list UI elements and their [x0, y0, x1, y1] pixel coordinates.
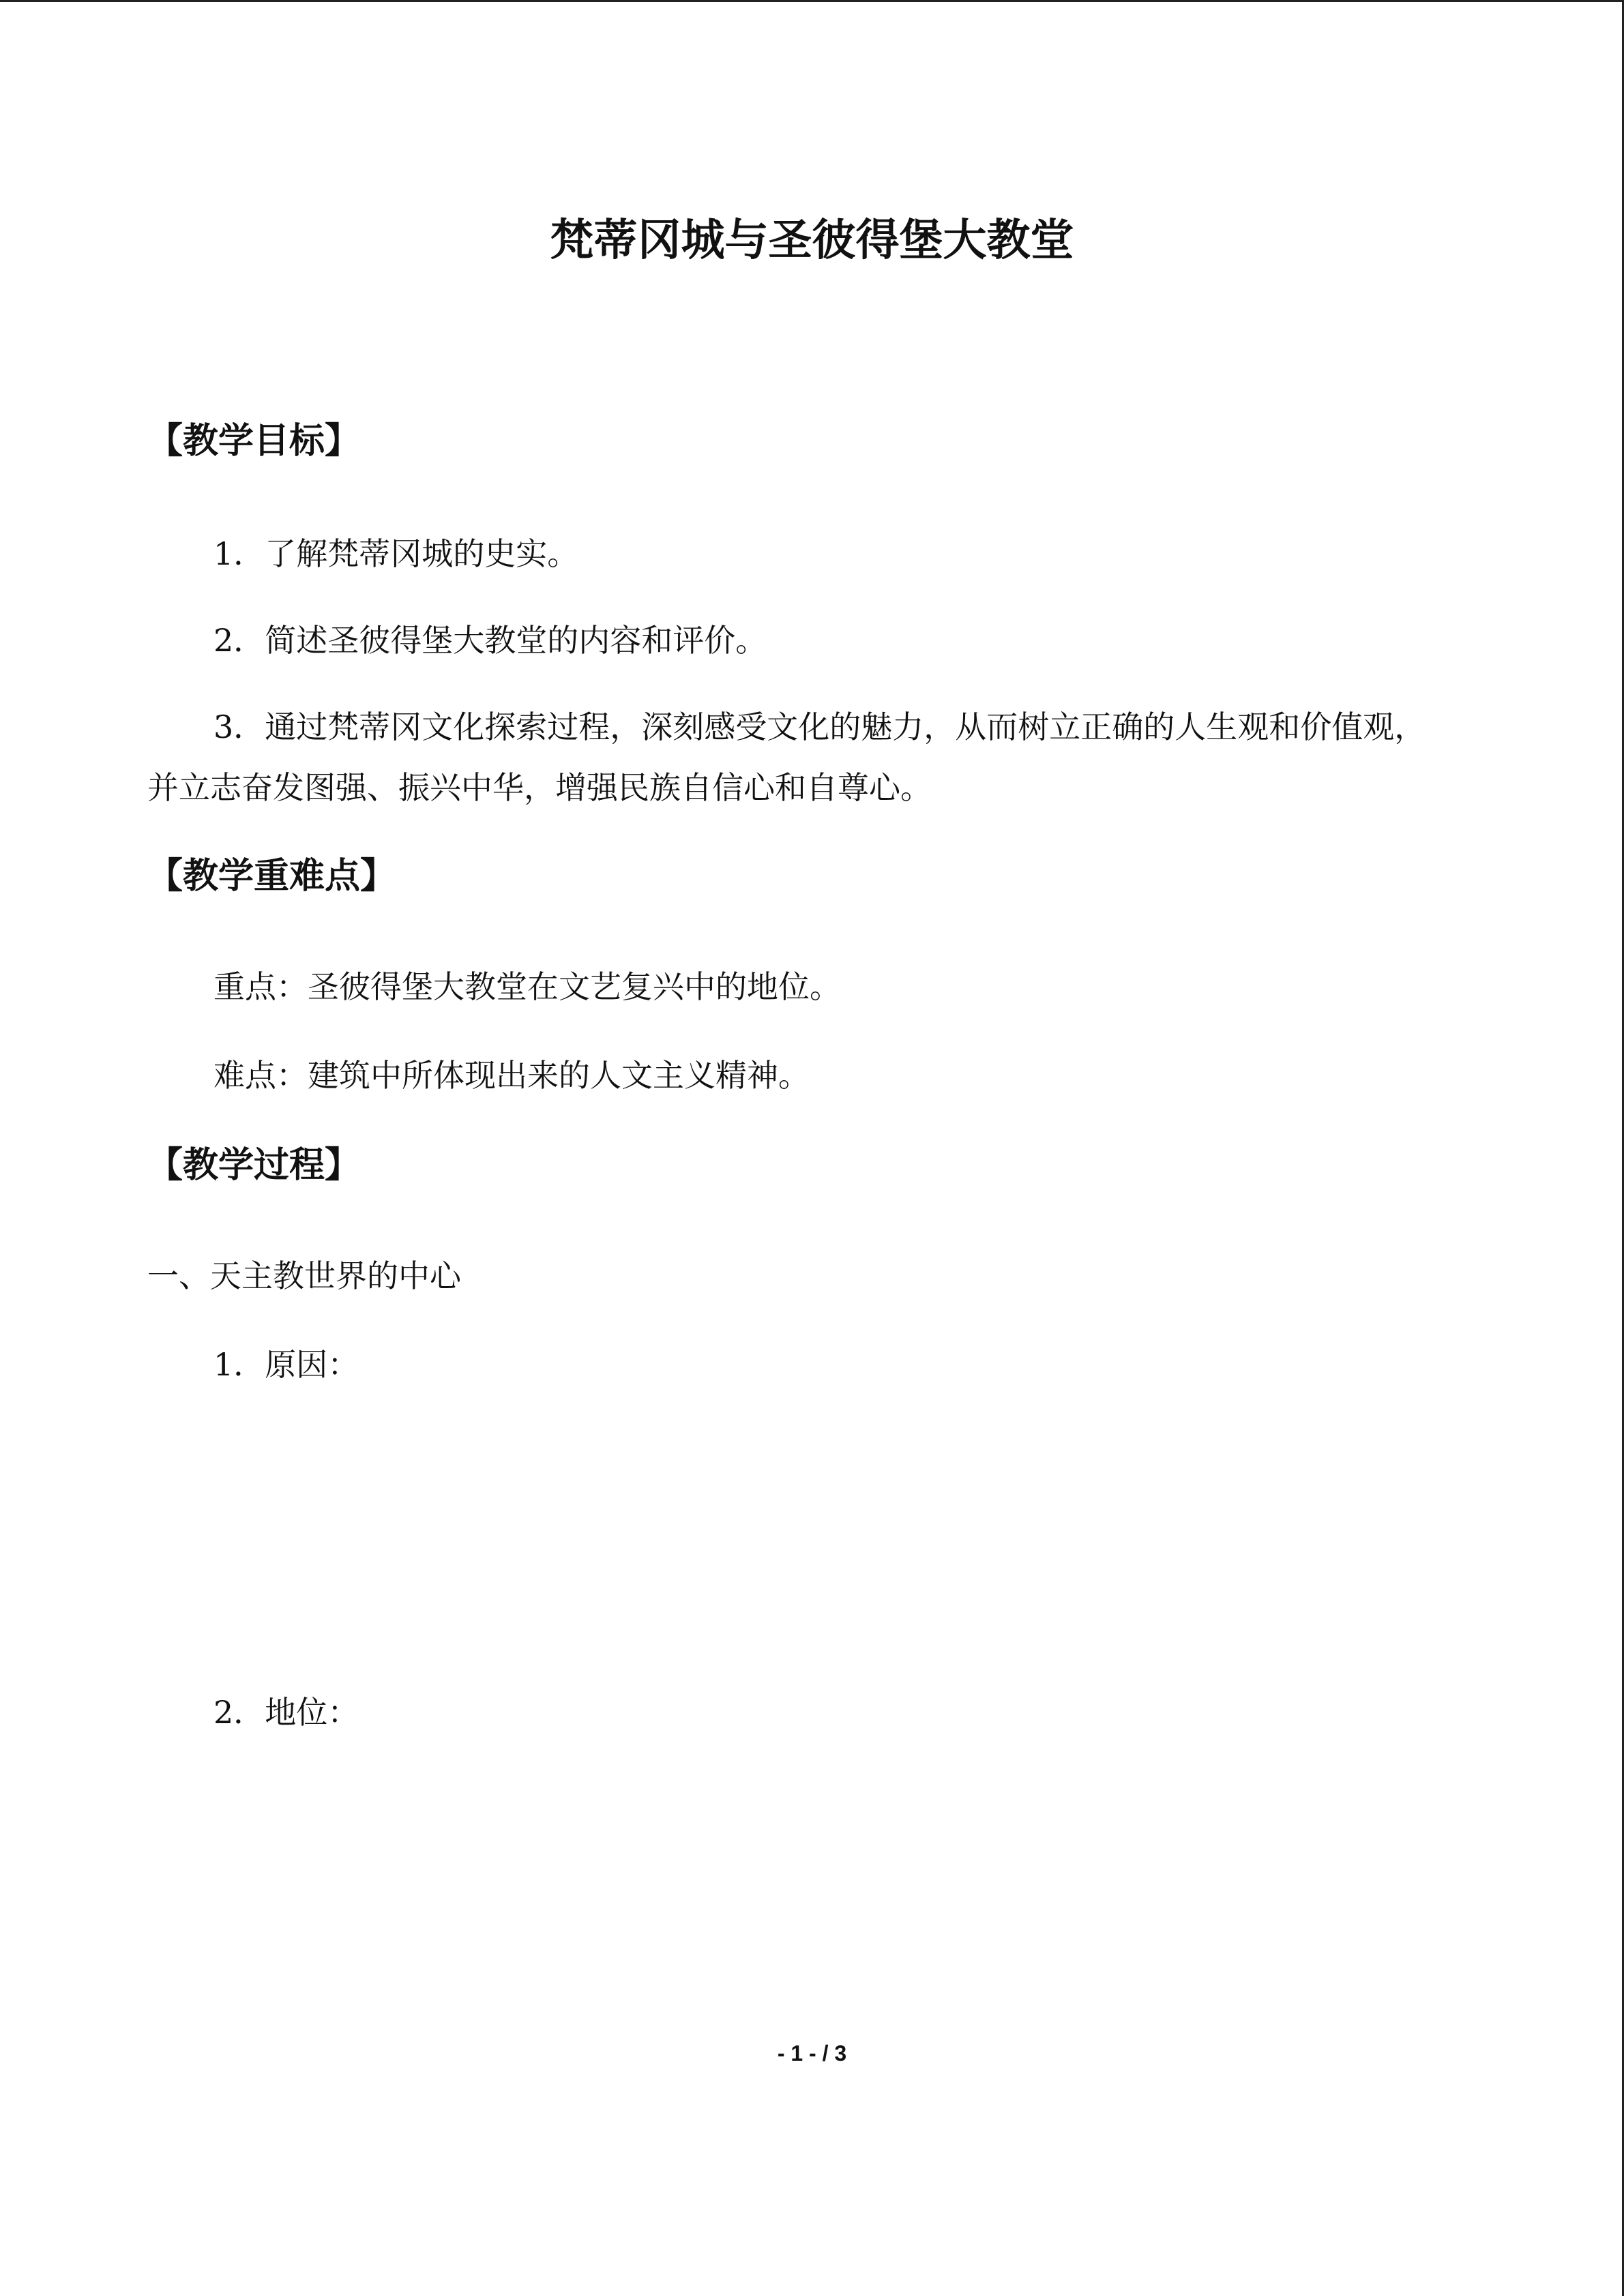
process-item-status: 2．地位：: [213, 1694, 359, 1731]
objectives-heading: 【教学目标】: [147, 421, 361, 462]
objective-item-1: 1．了解梵蒂冈城的史实。: [213, 535, 579, 572]
process-heading: 【教学过程】: [147, 1145, 361, 1186]
objective-item-2: 2．简述圣彼得堡大教堂的内容和评价。: [213, 622, 767, 659]
document-title: 梵蒂冈城与圣彼得堡大教堂: [550, 215, 1074, 266]
process-part1-title: 一、天主教世界的中心: [147, 1257, 461, 1294]
objective-item-3-continued: 并立志奋发图强、振兴中华，增强民族自信心和自尊心。: [147, 769, 932, 806]
process-item-reason: 1．原因：: [213, 1346, 359, 1383]
key-point-difficulty: 难点：建筑中所体现出来的人文主义精神。: [213, 1057, 810, 1094]
objective-item-3: 3．通过梵蒂冈文化探索过程，深刻感受文化的魅力，从而树立正确的人生观和价值观，: [213, 709, 1426, 745]
key-point-focus: 重点：圣彼得堡大教堂在文艺复兴中的地位。: [213, 968, 841, 1005]
key-points-heading: 【教学重难点】: [147, 856, 396, 897]
page-number: - 1 - / 3: [777, 2041, 847, 2066]
